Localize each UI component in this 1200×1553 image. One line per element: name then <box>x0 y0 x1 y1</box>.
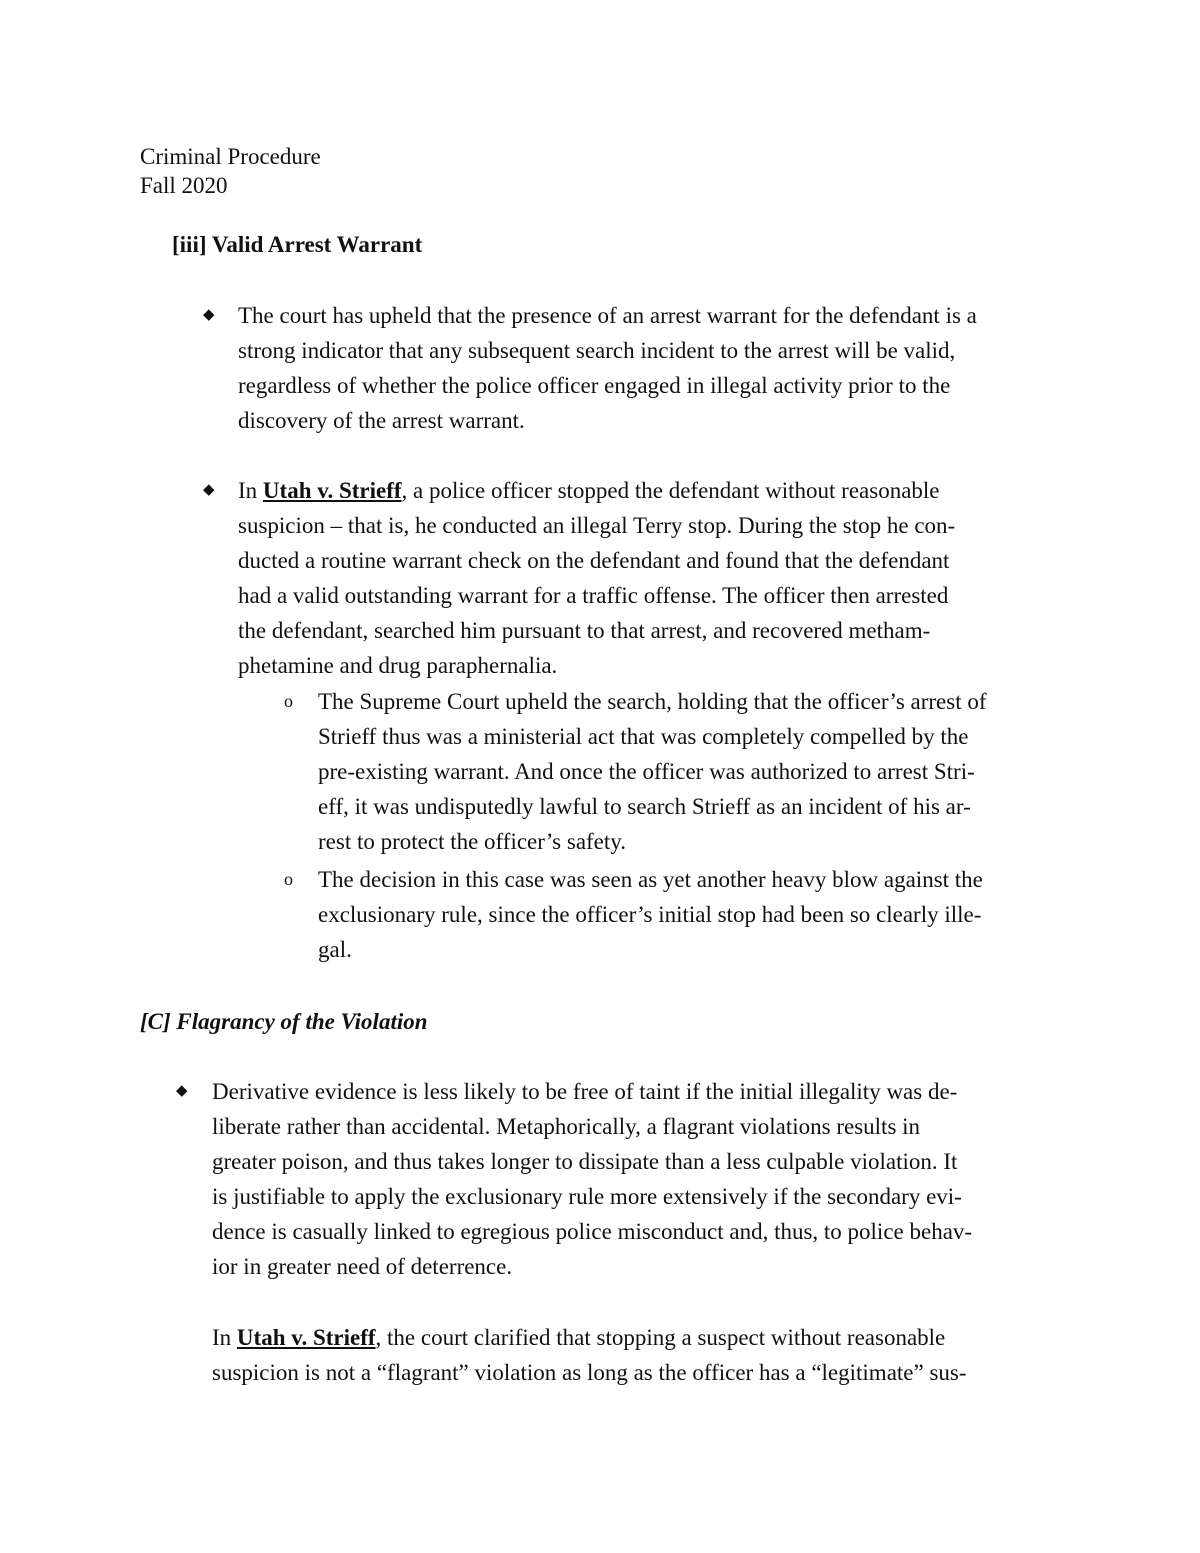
sub-bullet-line: exclusionary rule, since the officer’s initial stop had been so clearly ille- <box>318 902 982 927</box>
bullet-line: liberate rather than accidental. Metaphorically, a flagrant violations results in <box>212 1114 921 1139</box>
bullet-line: the defendant, searched him pursuant to that arrest, and recovered metham- <box>238 618 931 643</box>
course-title: Criminal Procedure <box>140 144 321 169</box>
circle-bullet-icon: o <box>284 691 293 711</box>
bullet-line: phetamine and drug paraphernalia. <box>238 653 558 678</box>
text-rest: , a police officer stopped the defendant without reasonable <box>401 478 940 503</box>
bullet-line: greater poison, and thus takes longer to dissipate than a less culpable violation. It <box>212 1149 958 1174</box>
document-header <box>140 139 321 203</box>
diamond-bullet-icon: ◆ <box>203 307 215 323</box>
case-name: Utah v. Strieff <box>236 1325 376 1350</box>
circle-bullet-icon: o <box>284 869 293 889</box>
sub-bullet-line: The decision in this case was seen as yet another heavy blow against the <box>318 867 983 892</box>
bullet-first-line <box>238 473 955 508</box>
text-prefix: In <box>212 1325 237 1350</box>
sub-bullet-holding <box>318 684 987 859</box>
bullet-line: dence is casually linked to egregious police misconduct and, thus, to police behav- <box>212 1219 973 1244</box>
sub-bullet-line: Strieff thus was a ministerial act that was completely compelled by the <box>318 724 969 749</box>
sub-bullet-line: pre-existing warrant. And once the officer was authorized to arrest Stri- <box>318 759 975 784</box>
case-name: Utah v. Strieff <box>262 478 402 503</box>
bullet-line: Derivative evidence is less likely to be free of taint if the initial illegality was de- <box>212 1079 958 1104</box>
sub-bullet-decision <box>318 862 983 967</box>
sub-bullet-line: rest to protect the officer’s safety. <box>318 829 627 854</box>
bullet-line: had a valid outstanding warrant for a traffic offense. The officer then arrested <box>238 583 949 608</box>
bullet-line: is justifiable to apply the exclusionary rule more extensively if the secondary evi- <box>212 1184 962 1209</box>
bullet-line: strong indicator that any subsequent search incident to the arrest will be valid, <box>238 338 956 363</box>
text-rest: , the court clarified that stopping a suspect without reasonable <box>375 1325 946 1350</box>
sub-bullet-line: eff, it was undisputedly lawful to search Strieff as an incident of his ar- <box>318 794 971 819</box>
bullet-utah-v-strieff <box>238 473 955 683</box>
paragraph-utah-v-strieff-flagrancy <box>212 1320 967 1390</box>
bullet-line: The court has upheld that the presence of an arrest warrant for the defendant is a <box>238 303 977 328</box>
section-iii-heading: [iii] Valid Arrest Warrant <box>172 232 423 257</box>
sub-bullet-line: gal. <box>318 937 352 962</box>
bullet-line: discovery of the arrest warrant. <box>238 408 525 433</box>
bullet-arrest-warrant <box>238 298 977 438</box>
paragraph-line: suspicion is not a “flagrant” violation as long as the officer has a “legitimate” sus- <box>212 1360 967 1385</box>
bullet-derivative-evidence <box>212 1074 972 1284</box>
diamond-bullet-icon: ◆ <box>176 1083 188 1099</box>
sub-bullet-line: The Supreme Court upheld the search, holding that the officer’s arrest of <box>318 689 987 714</box>
section-c-heading: [C] Flagrancy of the Violation <box>140 1009 428 1034</box>
text-prefix: In <box>238 478 263 503</box>
bullet-line: ducted a routine warrant check on the defendant and found that the defendant <box>238 548 950 573</box>
bullet-line: suspicion – that is, he conducted an illegal Terry stop. During the stop he con- <box>238 513 956 538</box>
term-label: Fall 2020 <box>140 173 228 198</box>
paragraph-first-line <box>212 1320 967 1355</box>
diamond-bullet-icon: ◆ <box>203 482 215 498</box>
bullet-line: regardless of whether the police officer engaged in illegal activity prior to the <box>238 373 951 398</box>
bullet-line: ior in greater need of deterrence. <box>212 1254 513 1279</box>
